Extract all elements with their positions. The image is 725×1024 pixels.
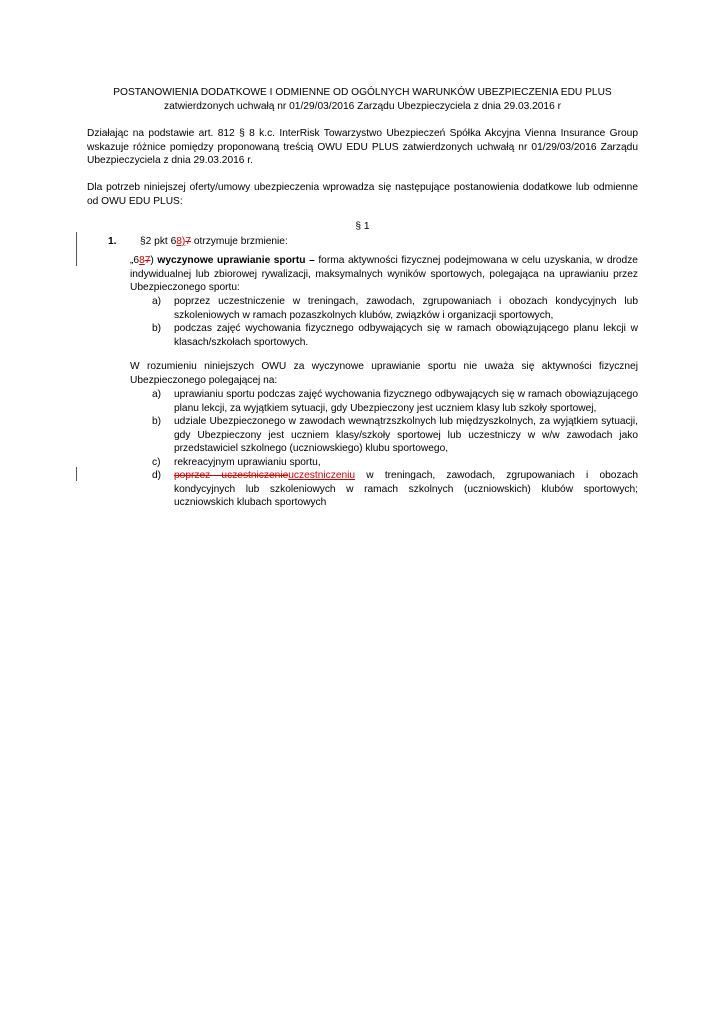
item-prefix: §2 pkt 6 bbox=[140, 236, 177, 247]
definition-term: wyczynowe uprawianie sportu – bbox=[157, 255, 315, 266]
purpose-paragraph: Dla potrzeb niniejszej oferty/umowy ubezpieczenia wprowadza się następujące postanowienia dodatkowe lub odmienne od OWU EDU PLUS: bbox=[87, 182, 638, 207]
list-item bbox=[130, 295, 638, 322]
deleted-text: 7 bbox=[185, 236, 191, 247]
inserted-text: 8) bbox=[176, 236, 186, 247]
title-line-2: zatwierdzonych uchwałą nr 01/29/03/2016 Zarządu Ubezpieczyciela z dnia 29.03.2016 r bbox=[164, 101, 561, 112]
list-item-text: rekreacyjnym uprawianiu sportu, bbox=[174, 456, 321, 468]
deleted-text: 7 bbox=[144, 255, 151, 266]
list-item bbox=[130, 388, 638, 415]
list-item bbox=[130, 469, 638, 510]
inserted-text: uczestniczeniu bbox=[288, 470, 356, 481]
intro-paragraph: Działając na podstawie art. 812 § 8 k.c. InterRisk Towarzystwo Ubezpieczeń Spółka Akcyjna Vienna Insurance Group wskazuje różnice pomiędzy proponowaną treścią OWU EDU PLUS zatwierdzonych uchwałą nr 01/29/03/2016 Zarządu Ubezpieczyciela z dnia 29.03.2016 r. bbox=[87, 128, 638, 166]
definition-paragraph bbox=[130, 254, 638, 295]
definition-text: forma aktywności fizycznej podejmowana w celu uzyskania, w drodze indywidualnej lub zbiorowej rywalizacji, maksymalnych wyników sportowych, polegająca na uprawianiu przez Ubezpieczonego sportu: bbox=[130, 255, 638, 293]
list-item-text: poprzez uczestniczenie w treningach, zawodach, zgrupowaniach i obozach kondycyjnych lub szkoleniowych w ramach pozaszkolnych klubów, związków i organizacji sportowych, bbox=[174, 296, 638, 321]
list-item-text: w treningach, zawodach, zgrupowaniach i obozach kondycyjnych lub szkoleniowych w ramach szkolnych (uczniowskich) klubów sportowych; uczniowskich klubach sportowych bbox=[174, 470, 638, 508]
exclusion-paragraph: W rozumieniu niniejszych OWU za wyczynowe uprawianie sportu nie uważa się aktywności fizycznej Ubezpieczonego polegającej na: bbox=[130, 361, 638, 386]
deleted-text: poprzez uczestniczenie bbox=[174, 470, 289, 481]
title-line-1: POSTANOWIENIA DODATKOWE I ODMIENNE OD OGÓLNYCH WARUNKÓW UBEZPIECZENIA EDU PLUS bbox=[113, 87, 612, 98]
inserted-text: 8 bbox=[139, 255, 145, 266]
change-bar bbox=[76, 232, 77, 266]
list-item bbox=[130, 456, 638, 470]
item-heading bbox=[140, 235, 288, 249]
section-heading: § 1 bbox=[355, 221, 370, 232]
list-marker: a) bbox=[152, 389, 162, 400]
list-item bbox=[130, 415, 638, 456]
excluded-activities-list bbox=[130, 388, 638, 510]
list-item-text: uprawianiu sportu podczas zajęć wychowania fizycznego odbywających się w ramach obowiązującego planu lekcji, za wyjątkiem sytuacji, gdy Ubezpieczony jest uczniem klasy lub szkoły sportowej, bbox=[174, 389, 638, 414]
change-bar bbox=[76, 467, 77, 481]
list-marker: d) bbox=[152, 470, 162, 481]
list-marker: a) bbox=[152, 296, 162, 307]
list-item-text: podczas zajęć wychowania fizycznego odbywających się w ramach obowiązującego planu lekcji w klasach/szkołach sportowych. bbox=[174, 323, 638, 348]
item-suffix: otrzymuje brzmienie: bbox=[190, 236, 288, 247]
document-title bbox=[90, 86, 635, 114]
list-item bbox=[130, 322, 638, 349]
definition-close: ) bbox=[150, 255, 154, 266]
list-item-text: udziale Ubezpieczonego w zawodach wewnątrzszkolnych lub międzyszkolnych, za wyjątkiem sytuacji, gdy Ubezpieczony jest uczniem klasy/szkoły sportowej lub uczestniczy w w/w zawodach jako przedstawiciel szkolnego (uczniowskiego) klubu sportowego, bbox=[174, 416, 638, 454]
list-marker: c) bbox=[152, 456, 161, 468]
included-activities-list bbox=[130, 295, 638, 349]
item-number: 1. bbox=[108, 236, 117, 247]
list-marker: b) bbox=[152, 323, 162, 334]
list-marker: b) bbox=[152, 416, 162, 427]
definition-open: „6 bbox=[130, 255, 140, 266]
